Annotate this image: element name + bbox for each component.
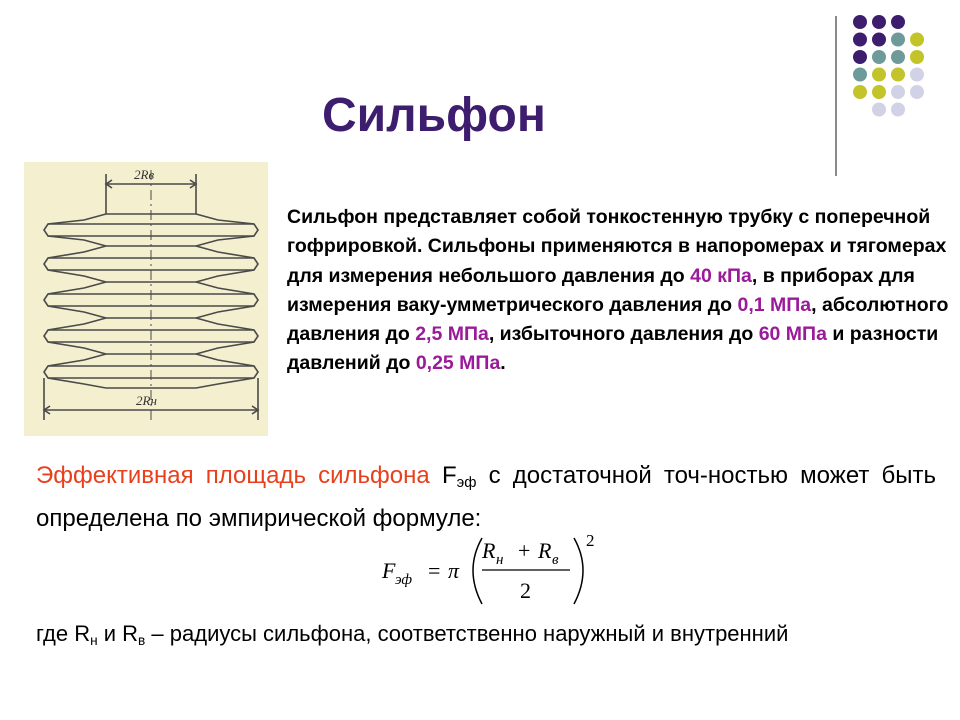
decor-dot <box>891 103 905 117</box>
decor-dot <box>891 50 905 64</box>
decor-dot <box>891 15 905 29</box>
value-0-25mpa: 0,25 МПа <box>415 352 501 375</box>
decor-dot <box>853 33 867 47</box>
decor-dot <box>872 15 886 29</box>
bellows-description <box>287 203 955 379</box>
decor-dot <box>853 68 867 82</box>
bottom-dimension-label: 2Rн <box>136 393 157 408</box>
value-0-1mpa: 0,1 МПа <box>737 293 812 316</box>
desc-text-2: , в приборах для измерения ваку-умметрического давления до <box>287 264 915 316</box>
formula-r-inner: R <box>538 538 552 563</box>
note-sub-outer: н <box>90 633 98 648</box>
desc-text-4: , избыточного давления до <box>488 323 759 346</box>
desc-text-5: и разности давлений до <box>287 323 939 375</box>
radius-note <box>36 621 788 648</box>
decor-dot <box>891 33 905 47</box>
decor-dot <box>891 68 905 82</box>
decor-dot <box>872 85 886 99</box>
decor-dot <box>872 33 886 47</box>
decor-dot <box>891 85 905 99</box>
effective-area-symbol-sub: эф <box>456 475 477 491</box>
formula-equals: = <box>428 558 441 583</box>
desc-text-1: Сильфон представляет собой тонкостенную трубку с поперечной гофрировкой. Сильфоны применяются в напоромерах и тягомерах для измерения небольшого давления до <box>287 206 947 287</box>
formula-lhs-sub: эф <box>395 572 413 588</box>
decor-dot <box>853 50 867 64</box>
formula-pi: π <box>448 558 460 583</box>
note-text-1: где R <box>36 621 91 646</box>
title-divider-line <box>835 16 837 176</box>
bellows-drawing <box>24 162 268 436</box>
effective-area-paragraph <box>36 458 936 537</box>
effective-area-formula <box>378 528 618 612</box>
effective-area-symbol: F <box>441 462 457 489</box>
decor-dot <box>872 103 886 117</box>
decor-dot <box>872 50 886 64</box>
effective-area-highlight: Эффективная площадь сильфона <box>36 462 430 489</box>
decor-dot <box>872 68 886 82</box>
decor-dot <box>910 85 924 99</box>
decor-dot <box>853 15 867 29</box>
decor-dot <box>853 85 867 99</box>
decor-dot <box>910 68 924 82</box>
formula-denominator: 2 <box>520 578 531 603</box>
formula-lhs: F <box>382 558 396 583</box>
note-text-2: и R <box>97 621 139 646</box>
formula-r-outer-sub: н <box>496 552 504 568</box>
formula-plus: + <box>518 538 531 563</box>
formula-r-outer: R <box>482 538 496 563</box>
value-2-5mpa: 2,5 МПа <box>415 323 489 346</box>
note-text-3: – радиусы сильфона, соответственно наружный и внутренний <box>145 621 789 646</box>
page-title: Сильфон <box>322 89 546 142</box>
formula-exponent: 2 <box>586 531 595 550</box>
decor-dot <box>910 33 924 47</box>
formula-r-inner-sub: в <box>552 552 559 568</box>
value-40kpa: 40 кПа <box>690 264 752 287</box>
value-60mpa: 60 МПа <box>758 323 827 346</box>
note-sub-inner: в <box>138 633 146 648</box>
desc-text-3: , абсолютного давления до <box>287 293 949 346</box>
top-dimension-label: 2Rв <box>134 167 155 182</box>
decor-dot <box>910 50 924 64</box>
effective-area-text: с достаточной точ-ностью может быть определена по эмпирической формуле: <box>36 462 937 532</box>
desc-text-6: . <box>500 352 506 375</box>
